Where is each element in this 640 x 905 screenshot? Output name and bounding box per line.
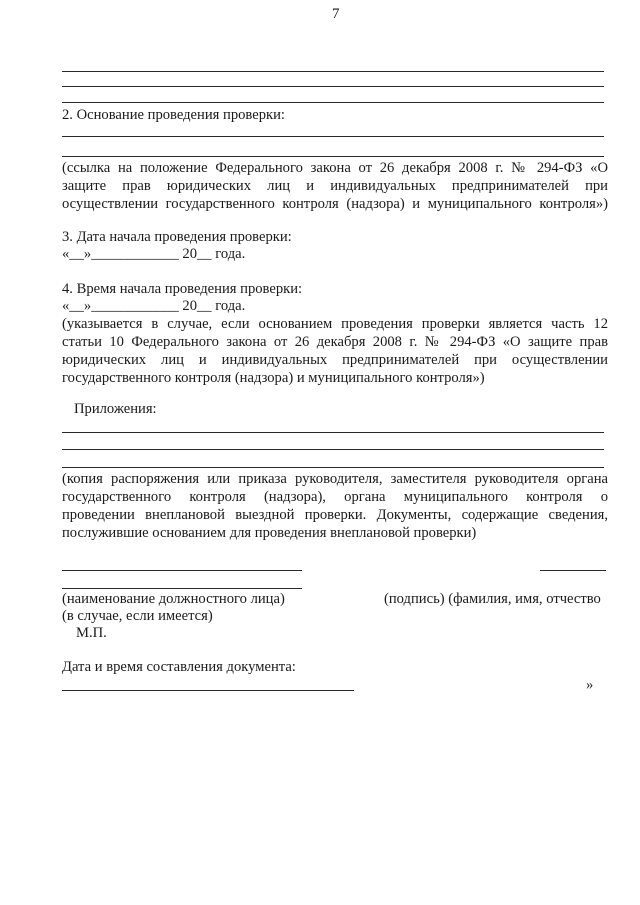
section-3-date: «__»____________ 20__ года. (62, 246, 246, 262)
section-2-note-line: осуществлении государственного контроля (надзора) и муниципального контроля») (62, 196, 608, 212)
blank-line (62, 102, 604, 103)
official-name-line (62, 570, 302, 571)
signature-line (540, 570, 606, 571)
official-name-line (62, 588, 302, 589)
official-note: (в случае, если имеется) (62, 608, 213, 624)
blank-line (62, 86, 604, 87)
blank-line (62, 432, 604, 433)
section-2-heading: 2. Основание проведения проверки: (62, 107, 285, 123)
official-caption: (наименование должностного лица) (62, 591, 285, 607)
attachments-note-line: проведении внеплановой выездной проверки. Документы, содержащие сведения, (62, 507, 608, 523)
section-4-note-line: юридических лиц и индивидуальных предпринимателей при осуществлении (62, 352, 608, 368)
section-3-heading: 3. Дата начала проведения проверки: (62, 229, 292, 245)
document-date-line (62, 690, 354, 691)
section-2-note-line: (ссылка на положение Федерального закона от 26 декабря 2008 г. № 294-ФЗ «О (62, 160, 608, 176)
blank-line (62, 449, 604, 450)
attachments-note-line: (копия распоряжения или приказа руководителя, заместителя руководителя органа (62, 471, 608, 487)
attachments-note-line: государственного контроля (надзора), органа муниципального контроля о (62, 489, 608, 505)
closing-quote: » (586, 677, 594, 693)
section-2-note-line: защите прав юридических лиц и индивидуальных предпринимателей при (62, 178, 608, 194)
attachments-note-line: послужившие основанием для проведения внеплановой проверки) (62, 525, 477, 541)
stamp-label: М.П. (76, 625, 107, 641)
section-4-date: «__»____________ 20__ года. (62, 298, 246, 314)
document-date-heading: Дата и время составления документа: (62, 659, 296, 675)
blank-line (62, 156, 604, 157)
section-4-note-line: государственного контроля (надзора) и муниципального контроля») (62, 370, 485, 386)
section-4-note-line: (указывается в случае, если основанием проведения проверки является часть 12 (62, 316, 608, 332)
attachments-heading: Приложения: (74, 401, 157, 417)
section-4-heading: 4. Время начала проведения проверки: (62, 281, 303, 297)
page-number: 7 (332, 6, 340, 22)
blank-line (62, 136, 604, 137)
blank-line (62, 71, 604, 72)
blank-line (62, 467, 604, 468)
section-4-note-line: статьи 10 Федерального закона от 26 декабря 2008 г. № 294-ФЗ «О защите прав (62, 334, 608, 350)
signature-caption: (подпись) (фамилия, имя, отчество (384, 591, 601, 607)
